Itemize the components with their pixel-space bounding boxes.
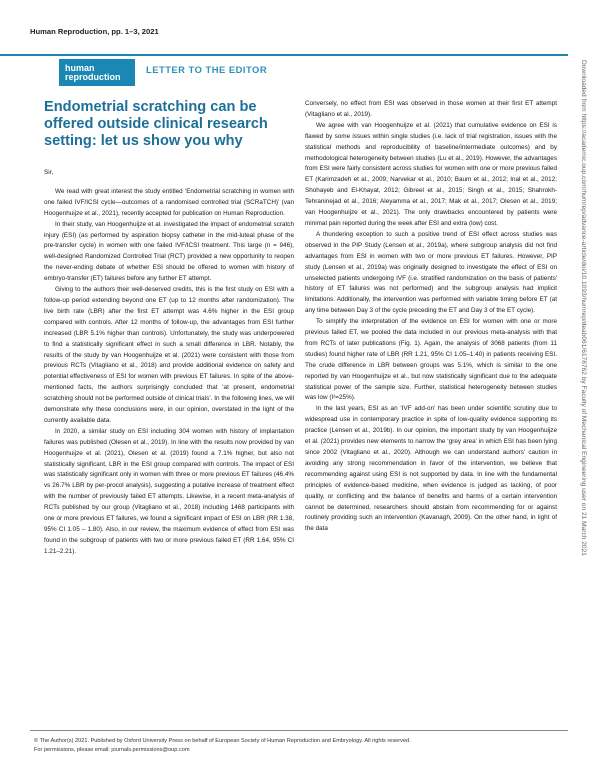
paragraph: To simplify the interpretation of the evidence on ESI for women with one or more previous failed ET, we pooled the data included in our previous meta-analysis with that from RCTs of later publications (Fig. 1). Again, the analysis of 3068 patients (from 11 studies) found higher rate of LBR (RR 1.21, 95% CI 1.05–1.40) in patients receiving ESI. The crude difference in LBR between groups was 5.1%, which is similar to the one reported by van Hoogenhuijze et al., but now statistically significant due to the adequate statistical power of the sample size. Further, statistical heterogeneity between studies was low (I²=25%). [305, 318, 557, 402]
left-column [44, 168, 294, 558]
logo-line-2: reproduction [65, 71, 121, 82]
permissions-notice: For permissions, please email: journals.permissions@oup.com [34, 747, 190, 753]
copyright-notice: © The Author(s) 2021. Published by Oxford University Press on behalf of European Society of Human Reproduction and Embryology. All rights reserved. [34, 738, 411, 744]
download-watermark [575, 60, 587, 720]
paragraph: We agree with van Hoogenhuijze et al. (2021) that cumulative evidence on ESI is flawed by some issues within single studies (i.e. lack of trial registration, issues with the statistical methods and reproducibility of baseline/intermediate outcomes) and by methodological heterogeneity between studies (Lu et al., 2019). However, the advantages from ESI were fairly consistent across studies for women with one or more previous failed ET (Karimzadeh et al., 2009; Narvekar et al., 2010; Baum et al., 2012; Inal et al., 2012; Shohayeb and El-Khayat, 2012; Gibreel et al., 2015; Singh et al., 2015; Shahrokh-Tehraninejad et al., 2016; Aleyamma et al., 2017; Mak et al., 2017; Olesen et al., 2019; van Hoogenhuijze et al., 2021). The only drawbacks encountered by patients were minimal pain reported during the week after ESI and extra (low) cost. [305, 121, 557, 227]
paragraph: In 2020, a similar study on ESI including 304 women with history of implantation failures was published (Olesen et al., 2019). In line with the results now provided by van Hoogenhuijze et al. (2021), Olesen et al. (2019) found a 7.1% higher, but also not statistically significant, LBR in the ESI group compared with controls. The impact of ESI was statistically significant only in women with three or more previous ET failures (46.4% vs 26.7% LBR by per-procol analysis), suggesting a putative increase of treatment effect with the number of previously failed ET attempts. Likewise, in a recent meta-analysis of RCTs published by our group (Vitagliano et al., 2018) including 1468 participants with one or more previous ET failures, we found a significant impact of ESI on LBR (RR 1.38, 95% CI 1.05 – 1.80). Also, in our review, the maximum evidence of effect from ESI was found in the subgroup of patients with two or more previous failed ET (RR 1.64, 95% CI 1.21–2.21). [44, 427, 294, 555]
logo-line-1: human [65, 63, 95, 73]
paragraph: A thundering exception to such a positive trend of ESI effect across studies was observed in the PIP Study (Lensen et al., 2019a), where subgroup analysis did not find advantages from ESI in women with two or more previous ET failures. However, PIP study (Lensen et al., 2019a) was originally designed to investigate the effect of ESI on unselected patients undergoing IVF (i.e. stratified randomization on the basis of patients' history of ET failures was not performed) and the subgroup analysis had implicit limitations. Additionally, the intervention was performed with variable timing before ET (at any time between Day 3 of the cycle preceding the ET and Day 3 of the ET cycle). [305, 230, 557, 315]
download-watermark-text: Downloaded from https://academic.oup.com/humrep/advance-article/doi/10.1093/humrep/deab061/6178762 by Faculty of Mechanical Engineering user on 21 March 2021 [580, 60, 587, 556]
footer [34, 737, 554, 755]
right-column [305, 99, 557, 535]
paragraph: Giving to the authors their well-deserved credits, this is the first study on ESI with a follow-up period extending beyond one ET (up to 12 months after randomization). The live birth rate (LBR) after the first ET attempt was 4.6% higher in the ESI group compared with controls. After 12 months of follow-up, the advantages from ESI further increased (LBR 5.1% higher than controls). Unfortunately, the study was underpowered to find a statistically significant effect in such a small difference in LBR. Notably, the results of the study by van Hoogenhuijze et al. (2021) were consistent with those from previous RCTs (Vitagliano et al., 2018) and provide additional evidence on safety and potential effectiveness of ESI for women with previous ET failures. In spite of the above-mentioned facts, the authors surprisingly concluded that ‘at present, endometrial scratching should not be performed outside of clinical trials’. In the following lines, we will demonstrate why these conclusions were, in our opinion, overstated in the light of the currently available data. [44, 286, 294, 424]
paragraph: In the last years, ESI as an ‘IVF add-on’ has been under scientific scrutiny due to widespread use in contemporary practice in spite of low-quality evidence supporting its practice (Lensen et al., 2019b). In our opinion, the important study by van Hoogenhuijze et al. (2021) provides new elements to narrow the ‘grey area’ in which ESI has been lying since 2002 (Vitagliano et al., 2020). Although we can understand authors' caution in avoiding any strong recommendation in favor of the intervention, we believe that recommending against using ESI is not supported by data. In line with the fundamental principles of evidence-based medicine, when evidence is judged as lacking, of poor quality, or conflicting and the balance of benefits and harms of a certain intervention cannot be determined, researchers should abstain from recommending for or against routinely providing such an intervention (Kavanagh, 2009). On the other hand, in light of the data [305, 405, 557, 533]
journal-banner [0, 54, 568, 86]
paragraph: In their study, van Hoogenhuijze et al. investigated the impact of endometrial scratch injury (ESI) (as performed by aspiration biopsy catheter in the mid-luteal phase of the pre-transfer cycle) in women with one failed IVF/ICSI treatment. This large (n = 946), well-designed Randomized Controlled Trial (RCT) provided a new opportunity to reopen the never-ending debate of whether ESI should be offered to women with history of embryo-transfer (ET) failures before any further ET attempt. [44, 220, 294, 283]
journal-logo [59, 59, 135, 86]
paragraph: Conversely, no effect from ESI was observed in those women at their first ET attempt (Vitagliano et al., 2019). [305, 100, 557, 118]
footer-rule [30, 730, 568, 731]
paragraph: We read with great interest the study entitled ‘Endometrial scratching in women with one failed IVF/ICSI cycle—outcomes of a randomised controlled trial (SCRaTCH)’ (van Hoogenhuijze et al., 2021), recently accepted for publication on Human Reproduction. [44, 187, 294, 217]
journal-reference: Human Reproduction, pp. 1–3, 2021 [30, 27, 159, 36]
article-title: Endometrial scratching can be offered outside clinical research setting: let us show you why [44, 99, 268, 149]
salutation: Sir, [44, 169, 54, 176]
section-label: LETTER TO THE EDITOR [146, 64, 268, 75]
